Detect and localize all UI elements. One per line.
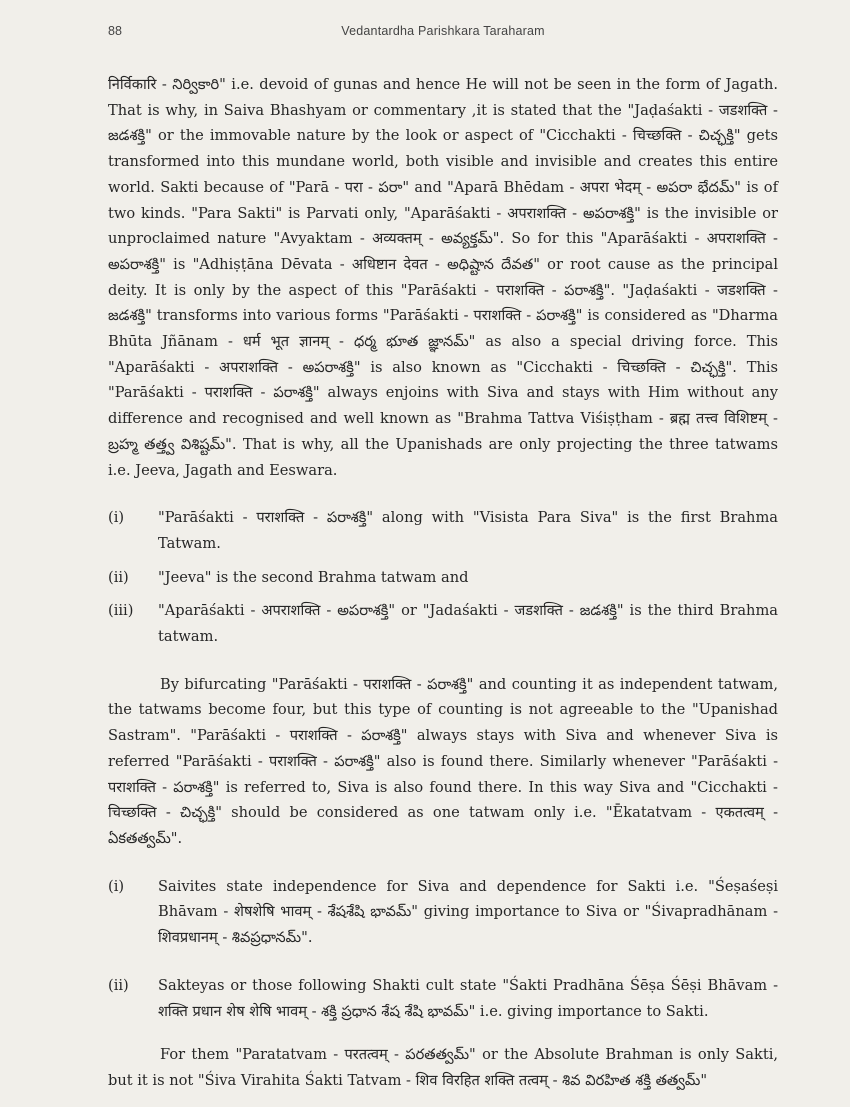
list1-item-1-number: (i) — [108, 509, 125, 527]
list2-item-2-number: (ii) — [108, 976, 129, 994]
running-title: Vedantardha Parishkara Taraharam — [341, 24, 545, 38]
list2-item-2 — [108, 973, 778, 1024]
list1-item-2-text: "Jeeva" is the second Brahma tatwam and — [158, 568, 469, 586]
list1-item-2 — [108, 565, 778, 591]
page-number: 88 — [108, 24, 122, 38]
list2-item-1 — [108, 874, 778, 951]
list2-item-2-text: Sakteyas or those following Shakti cult state "Śakti Pradhāna Śēṣa Śēṣi Bhāvam - शक्ति प्रधान शेष शेषि भावम् - శక్తి ప్రధాన శేష శేషి భావమ్" i.e. giving importance to Sakti. — [158, 976, 778, 1020]
paragraph-1: निर्विकारि - నిర్వికారి" i.e. devoid of gunas and hence He will not be seen in the form of Jagath. That is why, in Saiva Bhashyam or commentary ,it is stated that the "Jaḍaśakti - जडशक्ति - జడశక్తి" or the immovable nature by the look or aspect of "Cicchakti - चिच्छक्ति - చిచ్ఛక్తి" gets transformed into this mundane world, both visible and invisible and creates this entire world. Sakti because of "Parā - परा - పరా" and "Aparā Bhēdam - अपरा भेदम् - అపరా భేదమ్" is of two kinds. "Para Sakti" is Parvati only, "Aparāśakti - अपराशक्ति - అపరాశక్తి" is the invisible or unproclaimed nature "Avyaktam - अव्यक्तम् - అవ్యక్తమ్". So for this "Aparāśakti - अपराशक्ति - అపరాశక్తి" is "Adhiṣṭāna Dēvata - अधिष्टान देवत - అధిష్టాన దేవత" or root cause as the principal deity. It is only by the aspect of this "Parāśakti - पराशक्ति - పరాశక్తి". "Jaḍaśakti - जडशक्ति - జడశక్తి" transforms into various forms "Parāśakti - पराशक्ति - పరాశక్తి" is considered as "Dharma Bhūta Jñānam - धर्म भूत ज्ञानम् - ధర్మ భూత జ్ఞానమ్" as also a special driving force. This "Aparāśakti - अपराशक्ति - అపరాశక్తి" is also known as "Cicchakti - चिच्छक्ति - చిచ్ఛక్తి". This "Parāśakti - पराशक्ति - పరాశక్తి" always enjoins with Siva and stays with Him without any difference and recognised and well known as "Brahma Tattva Viśiṣṭham - ब्रह्म तत्त्व विशिष्टम् - బ్రహ్మ తత్త్వ విశిష్టమ్". That is why, all the Upanishads are only projecting the three tatwams i.e. Jeeva, Jagath and Eeswara. — [108, 76, 778, 479]
list1-item-1 — [108, 505, 778, 556]
list1-item-3-number: (iii) — [108, 602, 134, 620]
list1-item-1-text: "Parāśakti - पराशक्ति - పరాశక్తి" along with "Visista Para Siva" is the first Brahma Tatwam. — [158, 509, 778, 552]
page-header — [108, 24, 778, 42]
list2-item-1-number: (i) — [108, 877, 125, 895]
paragraph-2: By bifurcating "Parāśakti - पराशक्ति - పరాశక్తి" and counting it as independent tatwam, the tatwams become four, but this type of counting is not agreeable to the "Upanishad Sastram". "Parāśakti - पराशक्ति - పరాశక్తి" always stays with Siva and whenever Siva is referred "Parāśakti - पराशक्ति - పరాశక్తి" also is found there. Similarly whenever "Parāśakti - पराशक्ति - పరాశక్తి" is referred to, Siva is also found there. In this way Siva and "Cicchakti - चिच्छक्ति - చిచ్ఛక్తి" should be considered as one tatwam only i.e. "Ēkatatvam - एकतत्वम् - ఏకతత్వమ్". — [108, 675, 778, 847]
list1-item-3 — [108, 598, 778, 649]
list1-item-2-number: (ii) — [108, 568, 129, 586]
list2-item-1-text: Saivites state independence for Siva and dependence for Sakti i.e. "Śeṣaśeṣi Bhāvam - शेषशेषि भावम् - శేషశేషి భావమ్" giving importance to Siva or "Śivapradhānam - शिवप्रधानम् - శివప్రధానమ్". — [158, 877, 778, 947]
paragraph-3: For them "Paratatvam - परतत्वम् - పరతత్వమ్" or the Absolute Brahman is only Sakti, but it is not "Śiva Virahita Śakti Tatvam - शिव विरहित शक्ति तत्वम् - శివ విరహిత శక్తి తత్వమ్" — [108, 1046, 778, 1089]
page-body — [108, 72, 778, 1094]
list1-item-3-text: "Aparāśakti - अपराशक्ति - అపరాశక్తి" or "Jadaśakti - जडशक्ति - జడశక్తి" is the third Brahma tatwam. — [158, 602, 778, 646]
